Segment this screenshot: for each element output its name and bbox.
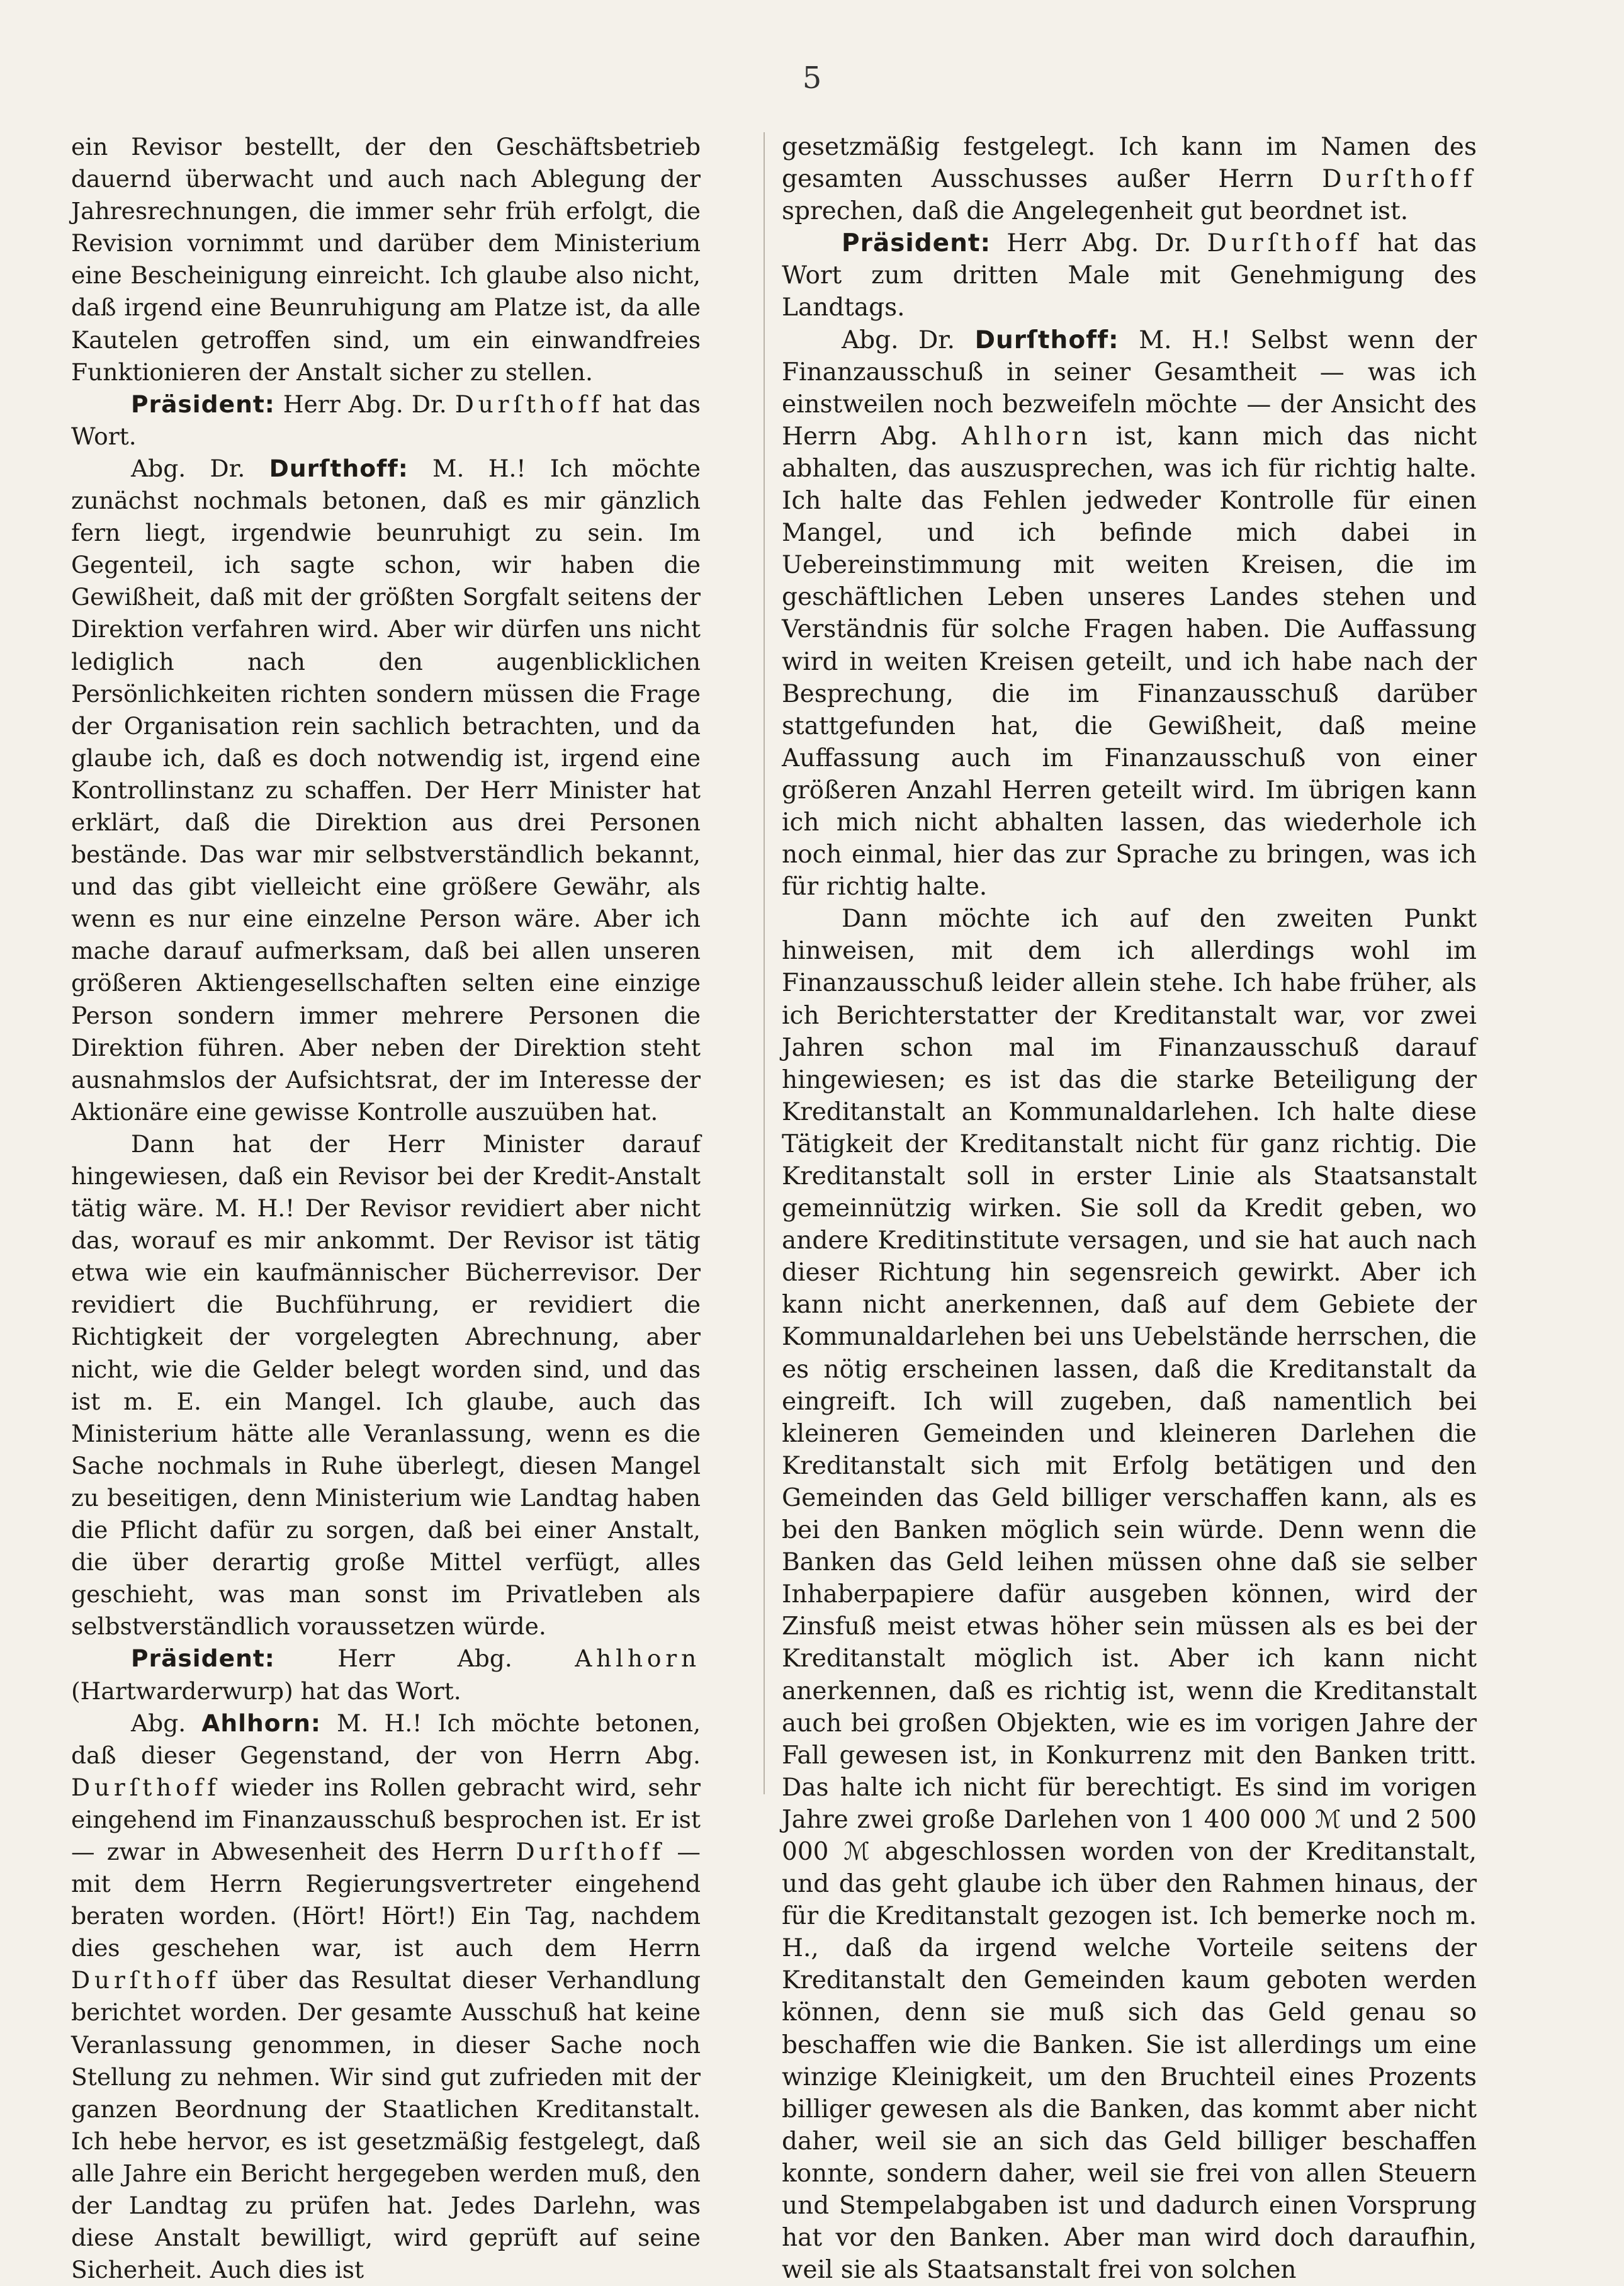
paragraph (782, 324, 1477, 903)
text-segment: — mit dem Herrn Regierungsvertreter eingehend beraten worden. (Hört! Hört!) Ein Tag, nachdem dies geschehen war, ist auch dem Herrn (71, 1837, 701, 1962)
text-segment: M. H.! Ich möchte zunächst nochmals betonen, daß es mir gänzlich fern liegt, irgendwie beunruhigt zu sein. Im Gegenteil, ich sagte schon, wir haben die Gewißheit, daß mit der größten Sorgfalt seitens der Direktion verfahren wird. Aber wir dürfen uns nicht lediglich nach den augenblicklichen Persönlichkeiten richten sondern müssen die Frage der Organisation rein sachlich betrachten, und da glaube ich, daß es doch notwendig ist, irgend eine Kontrollinstanz zu schaffen. Der Herr Minister hat erklärt, daß die Direktion aus drei Personen bestände. Das war mir selbstverständlich bekannt, und das gibt vielleicht eine größere Gewähr, als wenn es nur eine einzelne Person wäre. Aber ich mache darauf aufmerksam, daß bei allen unseren größeren Aktiengesellschaften selten eine einzige Person sondern immer mehrere Personen die Direktion führen. Aber neben der Direktion steht ausnahmslos der Aufsichtsrat, der im Interesse der Aktionäre eine gewisse Kontrolle auszuüben hat. (71, 454, 701, 1126)
paragraph: ein Revisor bestellt, der den Geschäftsbetrieb dauernd überwacht und auch nach Ablegung der Jahresrechnungen, die immer sehr früh erfolgt, die Revision vornimmt und darüber dem Ministerium eine Bescheinigung einreicht. Ich glaube also nicht, daß irgend eine Beunruhigung am Platze ist, da alle Kautelen getroffen sind, um ein einwandfreies Funktionieren der Anstalt sicher zu stellen. (71, 133, 701, 386)
paragraph (71, 453, 701, 1128)
paragraph (71, 1643, 701, 1707)
speaker-label: Ahlhorn: (201, 1709, 321, 1737)
spaced-name: Durſthoff (71, 1966, 220, 1995)
speaker-label: Präsident: (842, 229, 991, 258)
page-number: 5 (802, 60, 822, 96)
spaced-name: Durſthoff (516, 1837, 665, 1865)
column-divider (764, 132, 765, 1794)
spaced-name: Durſthoff (454, 390, 604, 418)
text-segment: Herr Abg. Dr. (283, 390, 447, 418)
paragraph (782, 227, 1477, 324)
spaced-name: Ahlhorn (961, 422, 1092, 451)
text-segment: ist, kann mich das nicht abhalten, das auszusprechen, was ich für richtig halte. Ich halte das Fehlen jedweder Kontrolle für einen Mangel, und ich befinde mich dabei in Uebereinstimmung mit weiten Kreisen, die im geschäftlichen Leben unseres Landes stehen und Verständnis für solche Fragen haben. Die Auffassung wird in weiten Kreisen geteilt, und ich habe nach der Besprechung, die im Finanzausschuß darüber stattgefunden hat, die Gewißheit, daß meine Auffassung auch im Finanzausschuß von einer größeren Anzahl Herren geteilt wird. Im übrigen kann ich mich nicht abhalten lassen, das wiederhole ich noch einmal, hier das zur Sprache zu bringen, was ich für richtig halte. (782, 422, 1477, 902)
speaker-label: Präsident: (131, 390, 275, 418)
text-segment: Abg. Dr. (842, 325, 956, 354)
text-segment: sprechen, daß die Angelegenheit gut beordnet ist. (782, 197, 1409, 226)
paragraph: Dann möchte ich auf den zweiten Punkt hinweisen, mit dem ich allerdings wohl im Finanzausschuß leider allein stehe. Ich habe früher, als ich Berichterstatter der Kreditanstalt war, vor zwei Jahren schon mal im Finanzausschuß darauf hingewiesen; es ist das die starke Beteiligung der Kreditanstalt an Kommunaldarlehen. Ich halte diese Tätigkeit der Kreditanstalt nicht für ganz richtig. Die Kreditanstalt soll in erster Linie als Staatsanstalt gemeinnützig wirken. Sie soll da Kredit geben, wo andere Kreditinstitute versagen, und sie hat auch nach dieser Richtung hin segensreich gewirkt. Aber ich kann nicht anerkennen, daß auf dem Gebiete der Kommunaldarlehen bei uns Uebelstände herrschen, die es nötig erscheinen lassen, daß die Kreditanstalt da eingreift. Ich will zugeben, daß namentlich bei kleineren Gemeinden und kleineren Darlehen die Kreditanstalt sich mit Erfolg betätigen und den Gemeinden das Geld billiger verschaffen kann, als es bei den Banken möglich sein würde. Denn wenn die Banken das Geld leihen müssen ohne daß sie selber Inhaberpapiere dafür ausgeben können, wird der Zinsfuß meist etwas höher sein müssen als es bei der Kreditanstalt möglich ist. Aber ich kann nicht anerkennen, daß es richtig ist, wenn die Kreditanstalt auch bei großen Objekten, wie es im vorigen Jahre der Fall gewesen ist, in Konkurrenz mit den Banken tritt. Das halte ich nicht für berechtigt. Es sind im vorigen Jahre zwei große Darlehen von 1 400 000 ℳ und 2 500 000 ℳ abgeschlossen worden von der Kreditanstalt, und das geht glaube ich über den Rahmen hinaus, der für die Kreditanstalt gezogen ist. Ich bemerke noch m. H., daß da irgend welche Vorteile seitens der Kreditanstalt den Gemeinden kaum geboten werden können, denn sie muß sich das Geld genau so beschaffen wie die Banken. Sie ist allerdings um eine winzige Kleinigkeit, um den Bruchteil eines Prozents billiger gewesen als die Banken, das kommt aber nicht daher, weil sie an sich das Geld billiger beschaffen konnte, sondern daher, weil sie frei von allen Steuern und Stempelabgaben ist und dadurch einen Vorsprung hat vor den Banken. Aber man wird doch daraufhin, weil sie als Staatsanstalt frei von solchen (782, 905, 1477, 2285)
paragraph (71, 388, 701, 453)
text-segment: M. H.! Selbst wenn der Finanzausschuß in seiner Gesamtheit — was ich einstweilen noch bezweifeln möchte — der Ansicht des Herrn Abg. (782, 325, 1477, 451)
text-segment: wieder ins Rollen gebracht wird, sehr eingehend im Finanzausschuß besprochen ist. Er ist — zwar in Abwesenheit des Herrn (71, 1773, 701, 1865)
text-segment: Abg. Dr. (131, 454, 245, 482)
spaced-name: Durſthoff (1207, 229, 1362, 258)
left-column (71, 131, 701, 2286)
text-segment: hat das Wort zum dritten Male mit Genehmigung des Landtags. (782, 229, 1477, 322)
paragraph (782, 131, 1477, 227)
speaker-label: Durſthoff: (269, 454, 409, 482)
spaced-name: Durſthoff (71, 1773, 220, 1801)
text-segment: hat das Wort. (71, 390, 701, 450)
text-segment: Herr Abg. (337, 1644, 512, 1673)
spaced-name: Durſthoff (1322, 165, 1477, 194)
right-column (782, 131, 1477, 2286)
text-segment: gesetzmäßig festgelegt. Ich kann im Namen des gesamten Ausschusses außer Herrn (782, 133, 1477, 194)
text-segment: (Hartwarderwurp) hat das Wort. (71, 1677, 461, 1705)
paragraph (71, 1707, 701, 2286)
text-segment: M. H.! Ich möchte betonen, daß dieser Gegenstand, der von Herrn Abg. (71, 1709, 701, 1769)
paragraph: Dann hat der Herr Minister darauf hingewiesen, daß ein Revisor bei der Kredit-Anstalt tätig wäre. M. H.! Der Revisor revidiert aber nicht das, worauf es mir ankommt. Der Revisor ist tätig etwa wie ein kaufmännischer Bücherrevisor. Der revidiert die Buchführung, er revidiert die Richtigkeit der vorgelegten Abrechnung, aber nicht, wie die Gelder belegt worden sind, und das ist m. E. ein Mangel. Ich glaube, auch das Ministerium hätte alle Veranlassung, wenn es die Sache nochmals in Ruhe überlegt, diesen Mangel zu beseitigen, denn Ministerium wie Landtag haben die Pflicht dafür zu sorgen, daß bei einer Anstalt, die über derartig große Mittel verfügt, alles geschieht, was man sonst im Privatleben als selbstverständlich voraussetzen würde. (71, 1129, 701, 1641)
text-segment: Abg. (131, 1709, 186, 1737)
text-segment: über das Resultat dieser Verhandlung berichtet worden. Der gesamte Ausschuß hat keine Veranlassung genommen, in dieser Sache noch Stellung zu nehmen. Wir sind gut zufrieden mit der ganzen Beordnung der Staatlichen Kreditanstalt. Ich hebe hervor, es ist gesetzmäßig festgelegt, daß alle Jahre ein Bericht hergegeben werden muß, den der Landtag zu prüfen hat. Jedes Darlehn, was diese Anstalt bewilligt, wird geprüft auf seine Sicherheit. Auch dies ist (71, 1966, 701, 2284)
spaced-name: Ahlhorn (575, 1644, 701, 1673)
text-segment: Herr Abg. Dr. (1007, 229, 1192, 258)
speaker-label: Präsident: (131, 1644, 275, 1673)
speaker-label: Durſthoff: (974, 325, 1119, 354)
